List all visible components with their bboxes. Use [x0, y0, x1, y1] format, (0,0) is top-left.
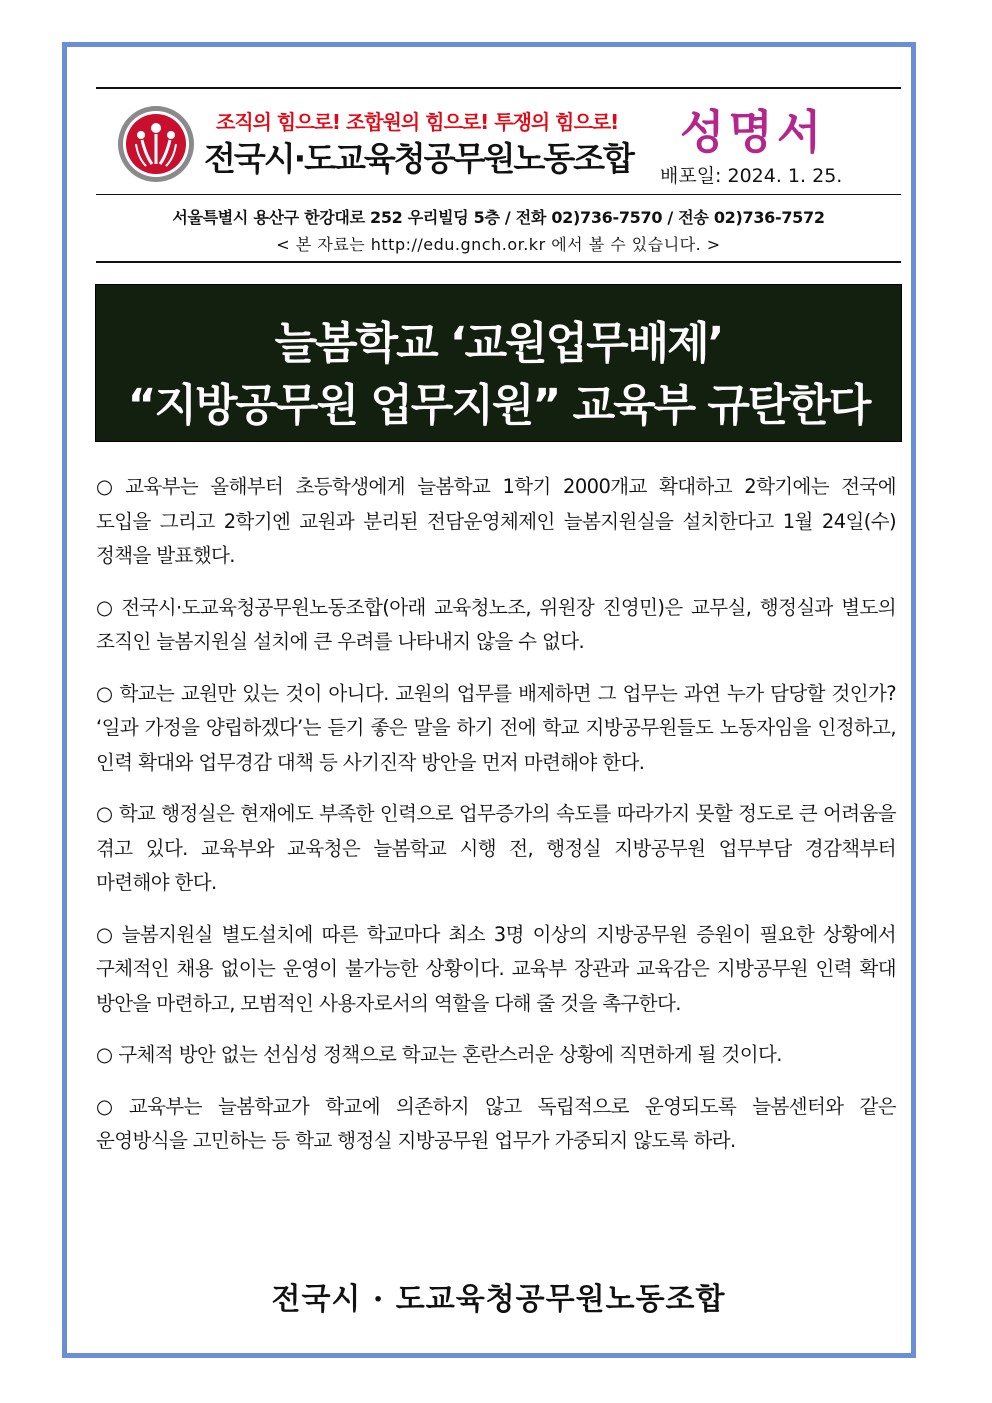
paragraph-text: 교육부는 올해부터 초등학생에게 늘봄학교 1학기 2000개교 확대하고 2학기에는 전국에 도입을 그리고 2학기엔 교원과 분리된 전담운영체제인 늘봄지원실을 설치한다고 1월 24일(수) 정책을 발표했다. — [96, 475, 897, 567]
paragraph-text: 교육부는 늘봄학교가 학교에 의존하지 않고 독립적으로 운영되도록 늘봄센터와 같은 운영방식을 고민하는 등 학교 행정실 지방공무원 업무가 가중되지 않도록 하라. — [96, 1094, 896, 1152]
paragraph — [96, 1090, 896, 1159]
paragraph-text: 학교는 교원만 있는 것이 아니다. 교원의 업무를 배제하면 그 업무는 과연 누가 담당할 것인가? ‘일과 가정을 양립하겠다’는 듣기 좋은 말을 하기 전에 학교 지방공무원들도 노동자임을 인정하고, 인력 확대와 업무경감 대책 등 사기진작 방안을 먼저 마련해야 한다. — [96, 681, 896, 774]
paragraph-text: 학교 행정실은 현재에도 부족한 인력으로 업무증가의 속도를 따라가지 못할 정도로 큰 어려움을 겪고 있다. 교육부와 교육청은 늘봄학교 시행 전, 행정실 지방공무원 업무부담 경감책부터 마련해야 한다. — [96, 802, 896, 894]
headline-box — [95, 284, 902, 442]
union-emblem-icon — [116, 104, 196, 184]
paragraph — [96, 470, 896, 574]
paragraph — [96, 918, 896, 1022]
headline-line-2: “지방공무원 업무지원” 교육부 규탄한다 — [127, 380, 870, 431]
bullet-mark: ○ — [96, 1094, 123, 1118]
bullet-mark: ○ — [96, 475, 120, 498]
paragraph — [96, 1038, 896, 1073]
paragraph-text: 구체적 방안 없는 선심성 정책으로 학교는 혼란스러운 상황에 직면하게 될 것이다. — [118, 1043, 782, 1066]
document-type: 성명서 — [680, 105, 826, 159]
contact-address: 서울특별시 용산구 한강대로 252 우리빌딩 5층 / 전화 02)736-7570 / 전송 02)736-7572 — [172, 208, 825, 227]
release-date: 배포일: 2024. 1. 25. — [660, 165, 843, 187]
paragraph-text: 늘봄지원실 별도설치에 따른 학교마다 최소 3명 이상의 지방공무원 증원이 필요한 상황에서 구체적인 채용 없이는 운영이 불가능한 상황이다. 교육부 장관과 교육감은 지방공무원 인력 확대 방안을 마련하고, 모범적인 사용자로서의 역할을 다해 줄 것을 촉구한다. — [96, 922, 897, 1015]
bullet-mark: ○ — [96, 802, 113, 825]
union-slogan: 조직의 힘으로! 조합원의 힘으로! 투쟁의 힘으로! — [216, 110, 619, 134]
paragraph-text: 전국시·도교육청공무원노동조합(아래 교육청노조, 위원장 진영민)은 교무실, 행정실과 별도의 조직인 늘봄지원실 설치에 큰 우려를 나타내지 않을 수 없다. — [96, 595, 896, 653]
header-top-rule — [96, 87, 901, 89]
bullet-mark: ○ — [96, 595, 116, 619]
header-mid-rule — [96, 194, 901, 195]
source-note: < 본 자료는 http://edu.gnch.or.kr 에서 볼 수 있습니다. > — [276, 235, 721, 254]
paragraph — [96, 797, 896, 901]
paragraph — [96, 591, 896, 660]
header-bottom-rule — [96, 261, 901, 263]
bullet-mark: ○ — [96, 922, 116, 946]
bullet-mark: ○ — [96, 681, 114, 705]
paragraph — [96, 677, 896, 781]
headline-line-1: 늘봄학교 ‘교원업무배제’ — [274, 318, 723, 369]
statement-body — [96, 470, 896, 1176]
bullet-mark: ○ — [96, 1043, 113, 1066]
signature-org-name: 전국시 · 도교육청공무원노동조합 — [271, 1282, 726, 1317]
union-name: 전국시·도교육청공무원노동조합 — [204, 139, 633, 178]
